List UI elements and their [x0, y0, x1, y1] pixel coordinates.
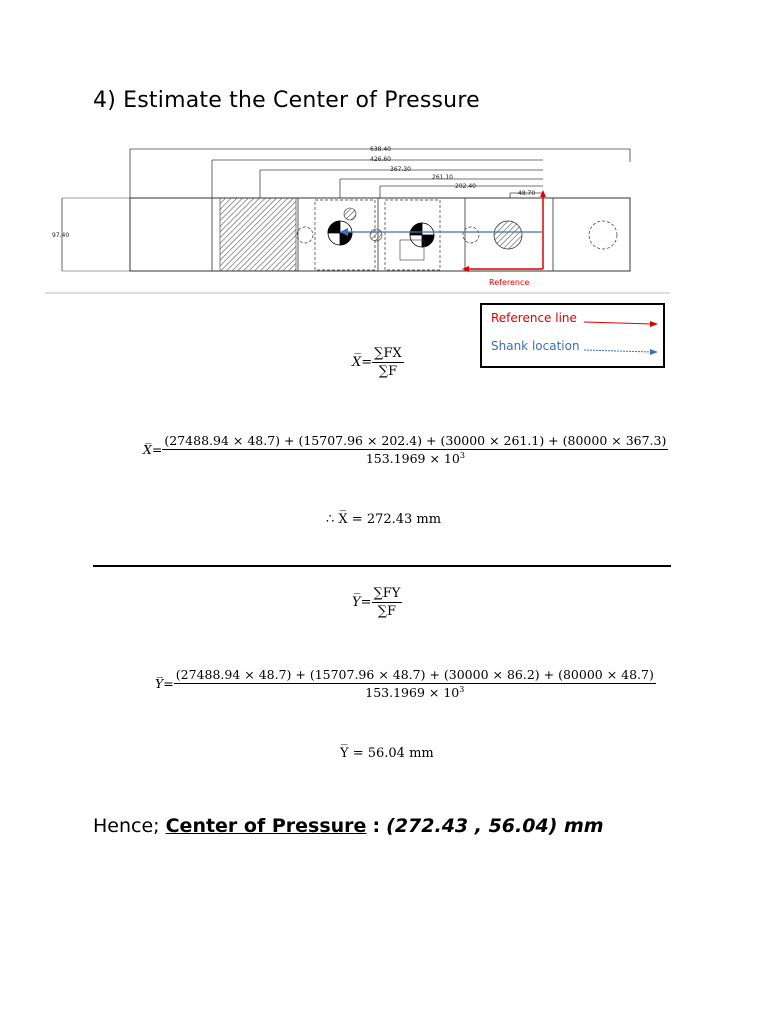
- fraction-denominator: 153.1969 × 10: [365, 451, 460, 467]
- legend-reference-line: Reference line: [491, 311, 577, 325]
- fraction-numerator: ∑FX: [374, 346, 402, 361]
- fraction-numerator: (27488.94 × 48.7) + (15707.96 × 48.7) + (30000 × 86.2) + (80000 × 48.7): [175, 667, 654, 682]
- exponent: 3: [459, 451, 465, 460]
- x-bar-result: ∴ X̅ = 272.43 mm: [326, 512, 442, 527]
- x-bar-symbol: X̅: [352, 355, 362, 370]
- center-of-pressure-value: (272.43 , 56.04) mm: [386, 815, 604, 837]
- fraction-numerator: (27488.94 × 48.7) + (15707.96 × 202.4) + (30000 × 261.1) + (80000 × 367.3): [164, 433, 667, 448]
- pressure-diagram: [40, 140, 680, 300]
- colon: :: [372, 815, 381, 837]
- cg-symbol: [410, 223, 434, 247]
- dim-label: 48.70: [518, 190, 536, 197]
- red-arrow-icon: [582, 313, 662, 329]
- section-divider: [93, 565, 671, 567]
- fraction-denominator: 153.1969 × 10: [365, 685, 460, 701]
- exponent: 3: [459, 685, 465, 694]
- dim-label: 367.30: [390, 166, 411, 173]
- y-bar-symbol: Y̅: [352, 595, 361, 610]
- conclusion: [93, 815, 604, 837]
- x-bar-symbol: X̅: [143, 442, 152, 458]
- equals-sign: =: [151, 442, 163, 458]
- y-bar-definition: [352, 586, 402, 619]
- equals-sign: =: [361, 355, 373, 370]
- x-bar-calculation: [143, 433, 668, 466]
- fraction-denominator: ∑F: [378, 364, 398, 379]
- center-of-pressure-label: Center of Pressure: [165, 815, 367, 837]
- y-bar-calculation: [155, 667, 656, 700]
- y-bar-result: Y̅ = 56.04 mm: [340, 746, 434, 761]
- cg-symbol: [328, 221, 352, 245]
- reference-label: Reference: [489, 278, 530, 287]
- fraction-numerator: ∑FY: [373, 586, 401, 601]
- y-bar-symbol: Y̅: [155, 676, 164, 692]
- hence-prefix: Hence;: [93, 815, 160, 837]
- fraction-denominator: ∑F: [377, 604, 397, 619]
- dim-label: 638.40: [370, 146, 391, 153]
- x-bar-definition: [352, 346, 404, 379]
- blue-arrow-icon: [582, 341, 662, 357]
- dim-label: 261.10: [432, 174, 453, 181]
- equals-sign: =: [360, 595, 372, 610]
- legend-shank-location: Shank location: [491, 339, 580, 353]
- dim-label: 202.40: [455, 183, 476, 190]
- legend-box: [480, 303, 665, 368]
- section-heading: 4) Estimate the Center of Pressure: [93, 88, 480, 113]
- equals-sign: =: [163, 676, 174, 692]
- dim-label: 97.40: [52, 232, 70, 239]
- dim-label: 426.60: [370, 156, 391, 163]
